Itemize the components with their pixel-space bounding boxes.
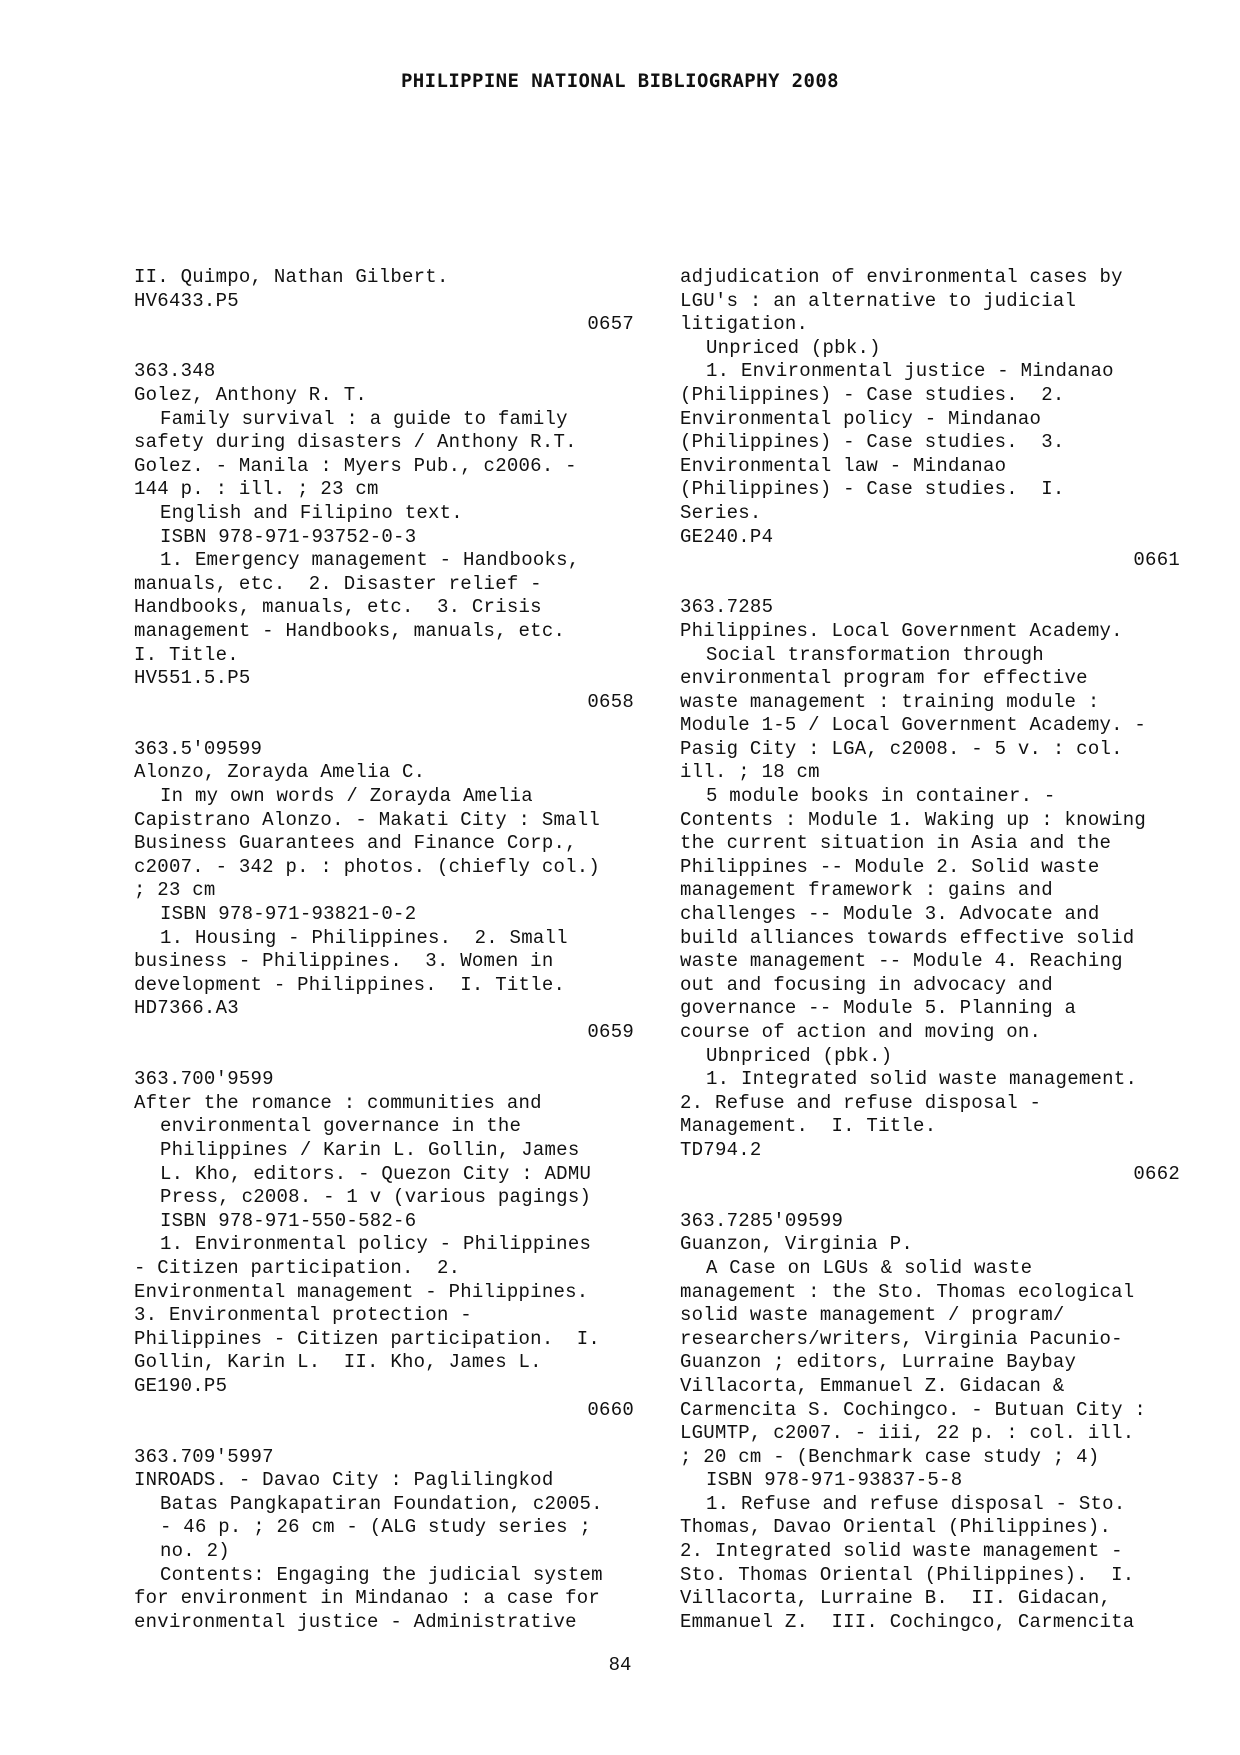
entry-line: Villacorta, Emmanuel Z. Gidacan & [680, 1374, 1065, 1397]
left-column [134, 266, 634, 1634]
entry-line: 1. Environmental policy - Philippines [160, 1233, 592, 1256]
page-number: 84 [608, 1654, 632, 1676]
entry-line: Module 1-5 / Local Government Academy. - [680, 714, 1147, 737]
entry-line: GE240.P4 [680, 525, 774, 548]
entry-line: LGU's : an alternative to judicial [680, 289, 1077, 312]
entry-line: Sto. Thomas Oriental (Philippines). I. [680, 1563, 1135, 1586]
entry-line: no. 2) [160, 1540, 230, 1563]
entry-line: 1. Emergency management - Handbooks, [160, 549, 580, 572]
entry-line: Contents : Module 1. Waking up : knowing [680, 808, 1147, 831]
entry-line: ISBN 978-971-93752-0-3 [160, 525, 417, 548]
entry-line: out and focusing in advocacy and [680, 973, 1053, 996]
entry-line: A Case on LGUs & solid waste [706, 1256, 1033, 1279]
entry-line: 363.348 [134, 360, 216, 383]
entry-line: Capistrano Alonzo. - Makati City : Small [134, 808, 601, 831]
entry-line: waste management : training module : [680, 690, 1100, 713]
entry-line: HV6433.P5 [134, 289, 239, 312]
entry-line: development - Philippines. I. Title. [134, 973, 566, 996]
entry-line: II. Quimpo, Nathan Gilbert. [134, 266, 449, 288]
entry-line: English and Filipino text. [160, 501, 463, 524]
entry-line: environmental governance in the [160, 1115, 522, 1138]
entry-line: 5 module books in container. - [706, 785, 1056, 808]
entry-spacer [680, 1186, 1180, 1210]
entry-number: 0662 [1133, 1162, 1180, 1185]
entry-line: c2007. - 342 p. : photos. (chiefly col.) [134, 855, 601, 878]
entry-line: - 46 p. ; 26 cm - (ALG study series ; [160, 1516, 592, 1539]
entry-number: 0658 [587, 690, 634, 713]
entry-line: Philippines. Local Government Academy. [680, 619, 1123, 642]
entry-line: Carmencita S. Cochingco. - Butuan City : [680, 1398, 1147, 1421]
entry-line: solid waste management / program/ [680, 1304, 1065, 1327]
entry-line: ill. ; 18 cm [680, 761, 820, 784]
entry-line: HD7366.A3 [134, 997, 239, 1020]
entry-line: the current situation in Asia and the [680, 832, 1112, 855]
entry-line: Philippines / Karin L. Gollin, James [160, 1138, 580, 1161]
entry-line: HV551.5.P5 [134, 667, 251, 690]
entry-line: (Philippines) - Case studies. 2. [680, 383, 1065, 406]
entry-line: 1. Refuse and refuse disposal - Sto. [706, 1492, 1126, 1515]
entry-line: Business Guarantees and Finance Corp., [134, 832, 577, 855]
entry-line: Ubnpriced (pbk.) [706, 1044, 893, 1067]
entry-line: management framework : gains and [680, 879, 1053, 902]
entry-line: 2. Refuse and refuse disposal - [680, 1091, 1042, 1114]
entry-line: Pasig City : LGA, c2008. - 5 v. : col. [680, 737, 1123, 760]
entry-line: management - Handbooks, manuals, etc. [134, 619, 566, 642]
entry-line: litigation. [680, 313, 809, 336]
entry-line: 1. Housing - Philippines. 2. Small [160, 926, 568, 949]
entry-line: Contents: Engaging the judicial system [160, 1563, 603, 1586]
entry-line: Social transformation through [706, 643, 1044, 666]
entry-line: Alonzo, Zorayda Amelia C. [134, 761, 426, 784]
entry-line: Press, c2008. - 1 v (various pagings) [160, 1186, 592, 1209]
entry-line: ISBN 978-971-550-582-6 [160, 1209, 417, 1232]
entry-line: Philippines -- Module 2. Solid waste [680, 855, 1100, 878]
entry-line: LGUMTP, c2007. - iii, 22 p. : col. ill. [680, 1422, 1135, 1445]
entry-line: environmental program for effective [680, 667, 1088, 690]
entry-spacer [680, 573, 1180, 597]
entry-line: challenges -- Module 3. Advocate and [680, 903, 1100, 926]
entry-line: 144 p. : ill. ; 23 cm [134, 478, 379, 501]
entry-line: adjudication of environmental cases by [680, 266, 1123, 288]
entry-line: 363.5'09599 [134, 737, 263, 760]
entry-line: L. Kho, editors. - Quezon City : ADMU [160, 1162, 592, 1185]
entry-spacer [134, 1422, 634, 1446]
entry-line: Thomas, Davao Oriental (Philippines). [680, 1516, 1112, 1539]
entry-line: Philippines - Citizen participation. I. [134, 1327, 601, 1350]
entry-line: Batas Pangkapatiran Foundation, c2005. [160, 1492, 603, 1515]
entry-line: After the romance : communities and [134, 1091, 542, 1114]
entry-line: TD794.2 [680, 1138, 762, 1161]
entry-line: environmental justice - Administrative [134, 1610, 577, 1633]
entry-line: 1. Environmental justice - Mindanao [706, 360, 1114, 383]
entry-line: GE190.P5 [134, 1374, 228, 1397]
entry-line: Family survival : a guide to family [160, 407, 568, 430]
entry-line: Unpriced (pbk.) [706, 336, 881, 359]
entry-line: for environment in Mindanao : a case for [134, 1587, 601, 1610]
entry-spacer [134, 337, 634, 361]
entry-line: Golez, Anthony R. T. [134, 383, 368, 406]
entry-line: 2. Integrated solid waste management - [680, 1540, 1123, 1563]
entry-line: Gollin, Karin L. II. Kho, James L. [134, 1351, 542, 1374]
entry-line: 3. Environmental protection - [134, 1304, 472, 1327]
entry-line: safety during disasters / Anthony R.T. [134, 431, 577, 454]
entry-line: manuals, etc. 2. Disaster relief - [134, 572, 542, 595]
entry-line: In my own words / Zorayda Amelia [160, 785, 533, 808]
entry-number: 0657 [587, 313, 634, 336]
entry-line: ISBN 978-971-93837-5-8 [706, 1469, 963, 1492]
entry-line: Environmental law - Mindanao [680, 454, 1007, 477]
entry-line: build alliances towards effective solid [680, 926, 1135, 949]
entry-line: Guanzon ; editors, Lurraine Baybay [680, 1351, 1077, 1374]
entry-line: ; 20 cm - (Benchmark case study ; 4) [680, 1445, 1100, 1468]
entry-line: Series. [680, 501, 762, 524]
entry-line: ; 23 cm [134, 879, 216, 902]
entry-number: 0661 [1133, 549, 1180, 572]
entry-line: researchers/writers, Virginia Pacunio- [680, 1327, 1123, 1350]
right-column [680, 266, 1180, 1634]
entry-spacer [134, 1045, 634, 1069]
page-header: PHILIPPINE NATIONAL BIBLIOGRAPHY 2008 [400, 70, 840, 92]
entry-line: 363.7285'09599 [680, 1209, 844, 1232]
entry-line: ISBN 978-971-93821-0-2 [160, 903, 417, 926]
entry-line: INROADS. - Davao City : Paglilingkod [134, 1469, 554, 1492]
entry-line: Emmanuel Z. III. Cochingco, Carmencita [680, 1610, 1135, 1633]
entry-line: (Philippines) - Case studies. I. [680, 478, 1065, 501]
entry-line: 363.7285 [680, 596, 774, 619]
entry-line: 1. Integrated solid waste management. [706, 1068, 1138, 1091]
entry-line: (Philippines) - Case studies. 3. [680, 431, 1065, 454]
entry-spacer [134, 714, 634, 738]
entry-line: business - Philippines. 3. Women in [134, 950, 554, 973]
entry-line: Villacorta, Lurraine B. II. Gidacan, [680, 1587, 1112, 1610]
entry-line: 363.709'5997 [134, 1445, 274, 1468]
entry-line: Environmental policy - Mindanao [680, 407, 1042, 430]
entry-line: 363.700'9599 [134, 1068, 274, 1091]
entry-line: Guanzon, Virginia P. [680, 1233, 914, 1256]
entry-line: waste management -- Module 4. Reaching [680, 950, 1123, 973]
entry-number: 0659 [587, 1021, 634, 1043]
entry-line: Environmental management - Philippines. [134, 1280, 589, 1303]
entry-line: governance -- Module 5. Planning a [680, 997, 1077, 1020]
entry-line: Golez. - Manila : Myers Pub., c2006. - [134, 454, 577, 477]
entry-line: I. Title. [134, 643, 239, 666]
entry-line: Management. I. Title. [680, 1115, 937, 1138]
entry-line: Handbooks, manuals, etc. 3. Crisis [134, 596, 542, 619]
entry-line: management : the Sto. Thomas ecological [680, 1280, 1135, 1303]
entry-line: - Citizen participation. 2. [134, 1256, 461, 1279]
entry-number: 0660 [587, 1398, 634, 1421]
entry-line: course of action and moving on. [680, 1021, 1042, 1043]
